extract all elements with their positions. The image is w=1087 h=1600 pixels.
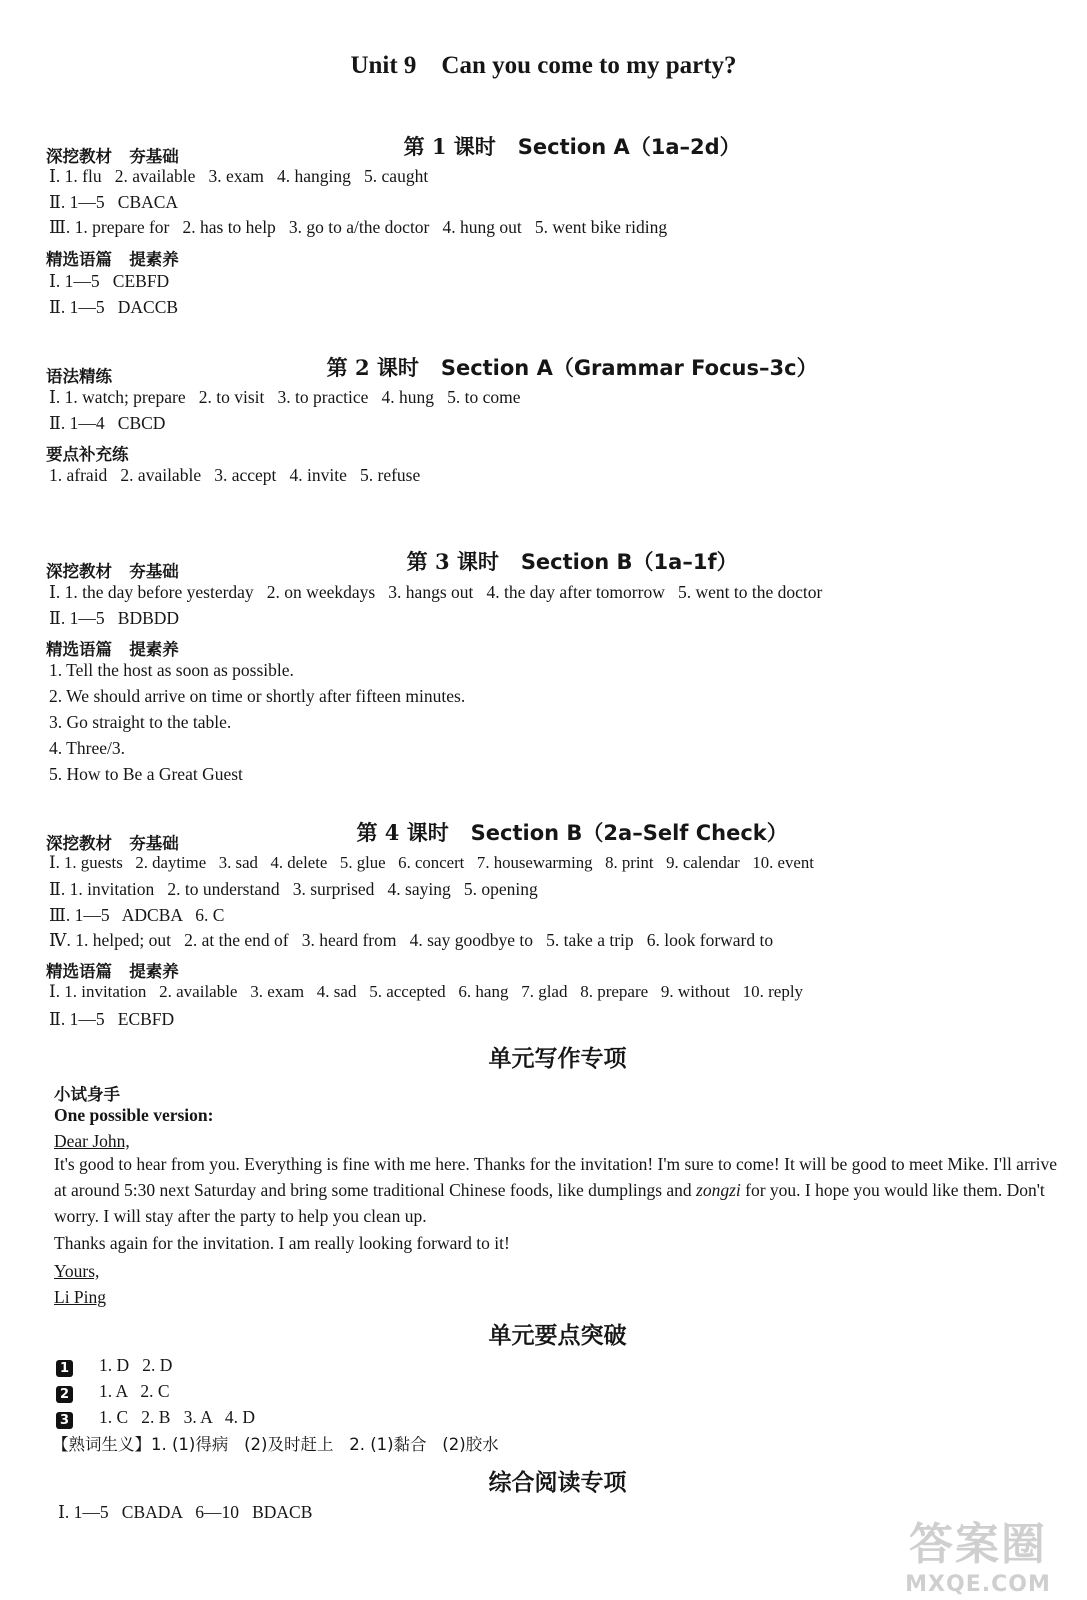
answer-line: Ⅰ. 1. flu 2. available 3. exam 4. hanging 5. caught — [49, 166, 429, 186]
key-point-row — [56, 1381, 170, 1403]
answer-line: 3. Go straight to the table. — [49, 712, 232, 732]
letter-paragraph: Thanks again for the invitation. I am really looking forward to it! — [54, 1233, 510, 1253]
lesson-section: Section B（2a–Self Check） — [470, 821, 788, 845]
letter-closing: Yours, — [54, 1261, 100, 1281]
version-label: One possible version: — [54, 1105, 214, 1125]
subheading: 精选语篇 提素养 — [46, 640, 179, 659]
subheading: 深挖教材 夯基础 — [46, 562, 179, 581]
lesson-number: 第 4 课时 — [356, 820, 449, 845]
watermark-url: MXQE.COM — [905, 1572, 1051, 1597]
answer-line: Ⅳ. 1. helped; out 2. at the end of 3. heard from 4. say goodbye to 5. take a trip 6. look forward to — [49, 930, 774, 950]
letter-signature: Li Ping — [54, 1287, 107, 1307]
watermark-logo — [893, 1508, 1063, 1597]
number-badge: 3 — [56, 1412, 73, 1429]
reading-section-title: 综合阅读专项 — [488, 1470, 627, 1496]
answer-line: 4. Three/3. — [49, 738, 125, 758]
answer-line: Ⅰ. 1. watch; prepare 2. to visit 3. to practice 4. hung 5. to come — [49, 387, 521, 407]
answer-line: Ⅱ. 1. invitation 2. to understand 3. surprised 4. saying 5. opening — [49, 879, 538, 899]
watermark-text: 答案圈 — [909, 1519, 1047, 1570]
subheading: 精选语篇 提素养 — [46, 962, 179, 981]
subheading: 深挖教材 夯基础 — [46, 147, 179, 166]
answer-line: Ⅲ. 1. prepare for 2. has to help 3. go to a/the doctor 4. hung out 5. went bike riding — [49, 217, 668, 237]
unit-title: Unit 9 Can you come to my party? — [350, 52, 737, 79]
number-badge: 1 — [56, 1360, 73, 1377]
key-point-answers: 1. A 2. C — [99, 1381, 170, 1401]
subheading: 深挖教材 夯基础 — [46, 834, 179, 853]
answer-line: Ⅲ. 1—5 ADCBA 6. C — [49, 905, 225, 925]
letter-text: for you. I hope you would like them. Don't worry. I will stay after the party to help you clean up. — [54, 1180, 1045, 1226]
subheading: 精选语篇 提素养 — [46, 250, 179, 269]
writing-section-title: 单元写作专项 — [488, 1046, 627, 1072]
lesson-number: 第 2 课时 — [326, 355, 419, 380]
answer-line: Ⅱ. 1—5 BDBDD — [49, 608, 180, 628]
answer-line: 1. Tell the host as soon as possible. — [49, 660, 294, 680]
lesson-section: Section A（1a–2d） — [517, 135, 741, 159]
key-point-answers: 1. C 2. B 3. A 4. D — [99, 1407, 256, 1427]
letter-paragraph — [54, 1151, 1064, 1229]
subheading: 要点补充练 — [46, 445, 129, 464]
letter-text: It's good to hear from you. Everything is fine with me here. Thanks for the invitation! I'm sure to come! It will be good to meet Mike. I'll arrive at around 5:30 next Saturday and bring some traditional Chinese foods, like dumplings and — [54, 1154, 1057, 1200]
subheading: 语法精练 — [46, 367, 112, 386]
lesson-section: Section A（Grammar Focus–3c） — [440, 356, 818, 380]
lesson-number: 第 3 课时 — [406, 549, 499, 574]
answer-line: Ⅰ. 1. invitation 2. available 3. exam 4. sad 5. accepted 6. hang 7. glad 8. prepare 9. without 10. reply — [49, 982, 804, 1001]
letter-italic-word: zongzi — [696, 1180, 741, 1200]
key-point-answers: 1. D 2. D — [99, 1355, 173, 1375]
familiar-word-new-meaning: 【熟词生义】1. (1)得病 (2)及时赶上 2. (1)黏合 (2)胶水 — [52, 1435, 499, 1454]
answer-line: 2. We should arrive on time or shortly after fifteen minutes. — [49, 686, 466, 706]
answer-line: 5. How to Be a Great Guest — [49, 764, 243, 784]
lesson-section: Section B（1a–1f） — [520, 550, 738, 574]
letter-greeting: Dear John, — [54, 1131, 130, 1151]
key-point-row — [56, 1407, 255, 1429]
answer-line: Ⅱ. 1—5 CBACA — [49, 192, 179, 212]
answer-line: Ⅱ. 1—5 ECBFD — [49, 1009, 175, 1029]
subheading: 小试身手 — [54, 1085, 120, 1104]
lesson-number: 第 1 课时 — [403, 134, 496, 159]
key-point-row — [56, 1355, 172, 1377]
answer-line: Ⅱ. 1—4 CBCD — [49, 413, 166, 433]
key-points-title: 单元要点突破 — [488, 1323, 627, 1349]
answer-line: Ⅰ. 1. the day before yesterday 2. on weekdays 3. hangs out 4. the day after tomorrow 5. went to the doctor — [49, 582, 823, 602]
number-badge: 2 — [56, 1386, 73, 1403]
answer-line: Ⅰ. 1—5 CBADA 6—10 BDACB — [58, 1502, 313, 1522]
answer-line: Ⅰ. 1—5 CEBFD — [49, 271, 170, 291]
answer-line: Ⅰ. 1. guests 2. daytime 3. sad 4. delete 5. glue 6. concert 7. housewarming 8. print 9. calendar 10. event — [49, 853, 814, 872]
answer-line: Ⅱ. 1—5 DACCB — [49, 297, 179, 317]
answer-line: 1. afraid 2. available 3. accept 4. invite 5. refuse — [49, 465, 421, 485]
